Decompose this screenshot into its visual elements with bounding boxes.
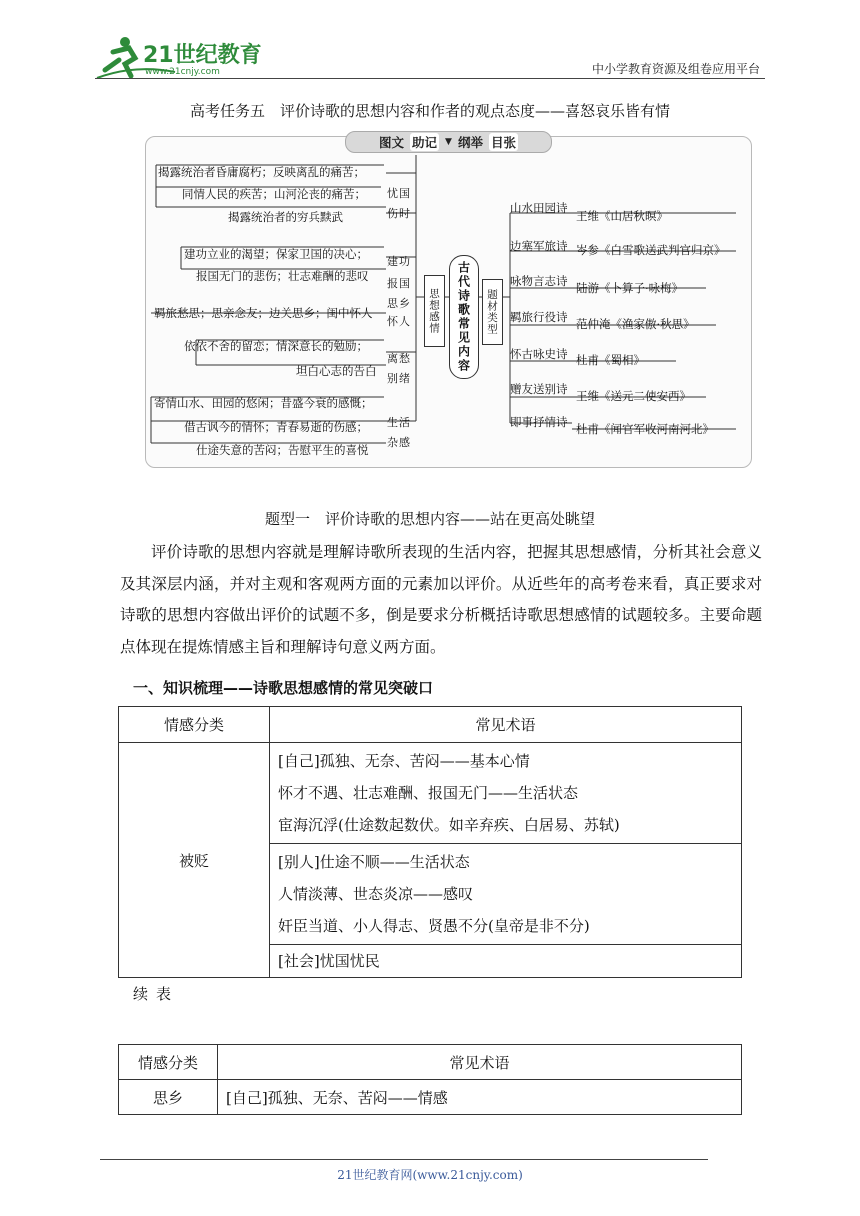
mindmap-left-item: 揭露统治者的穷兵黩武 [228, 210, 343, 224]
mindmap-right-branch: 题材类型 [482, 279, 503, 345]
table-category: 思乡 [119, 1080, 218, 1115]
table-header: 情感分类 [119, 1045, 218, 1080]
table-cell: [自己]孤独、无奈、苦闷——基本心情 怀才不遇、壮志难酬、报国无门——生活状态 宦海沉浮(仕途数起数伏。如辛弃疾、白居易、苏轼) [270, 743, 742, 844]
intro-paragraph: 评价诗歌的思想内容就是理解诗歌所表现的生活内容，把握其思想感情，分析其社会意义及其深层内涵，并对主观和客观两方面的元素加以评价。从近些年的高考卷来看，真正要求对诗歌的思想内容做出评价的试题不多，倒是要求分析概括诗歌思想感情的试题较多。主要命题点体现在提炼情感主旨和理解诗句意义两方面。 [120, 543, 762, 656]
mindmap-left-branch: 思想感情 [424, 275, 445, 347]
table-header: 常见术语 [270, 707, 742, 743]
header-platform-text: 中小学教育资源及组卷应用平台 [591, 62, 760, 76]
mindmap-right-type: 赠友送别诗 [510, 382, 568, 396]
mindmap-right-type: 即事抒情诗 [510, 415, 568, 429]
table-cell: [社会]忧国忧民 [270, 945, 742, 978]
mindmap-left-label: 离愁别绪 [387, 352, 411, 385]
mindmap-right-example: 范仲淹《渔家傲·秋思》 [576, 317, 695, 331]
mindmap-right-type: 羁旅行役诗 [510, 310, 568, 324]
site-logo [95, 34, 265, 80]
mindmap-right-type: 边塞军旅诗 [510, 239, 568, 253]
header-divider [95, 78, 765, 79]
mindmap-left-item: 坦白心志的告白 [296, 364, 377, 378]
mindmap-right-example: 陆游《卜算子·咏梅》 [576, 281, 684, 295]
mindmap-center: 古代诗歌常见内容 [449, 255, 479, 379]
continued-label: 续表 [133, 985, 180, 1003]
mindmap-left-item: 寄情山水、田园的悠闲；昔盛今衰的感慨； [154, 396, 373, 410]
section-title: 题型一 评价诗歌的思想内容——站在更高处眺望 [264, 510, 595, 528]
mindmap-left-item: 同情人民的疾苦；山河沦丧的痛苦； [182, 187, 366, 201]
mindmap-right-type: 山水田园诗 [510, 201, 568, 215]
mindmap-left-item: 借古讽今的情怀；青春易逝的伤感； [184, 420, 368, 434]
mindmap-left-item: 羁旅愁思；思亲念友；边关思乡；闺中怀人 [154, 306, 373, 320]
table-cell: [自己]孤独、无奈、苦闷——情感 [218, 1080, 742, 1115]
mindmap-left-label: 建功报国 [387, 255, 411, 290]
mindmap-right-example: 杜甫《蜀相》 [576, 353, 645, 367]
table-cell: [别人]仕途不顺——生活状态 人情淡薄、世态炎凉——感叹 奸臣当道、小人得志、贤愚不分(皇帝是非不分) [270, 844, 742, 945]
table-row [119, 1080, 742, 1115]
mindmap [145, 136, 752, 468]
mindmap-left-item: 仕途失意的苦闷；告慰平生的喜悦 [196, 443, 369, 457]
footer-text: 21世纪教育网(www.21cnjy.com) [337, 1168, 523, 1182]
mindmap-left-label: 生活杂感 [387, 416, 411, 449]
emotion-table-continued [118, 1044, 742, 1115]
mindmap-left-item: 依依不舍的留恋；情深意长的勉励； [184, 339, 368, 353]
mindmap-badge: 图文 助记 ▼ 纲举 目张 [345, 131, 552, 153]
mindmap-left-label: 思乡怀人 [387, 297, 411, 328]
mindmap-right-type: 咏物言志诗 [510, 274, 568, 288]
footer-divider [100, 1159, 708, 1160]
logo-url: www.21cnjy.com [145, 67, 220, 77]
mindmap-right-example: 岑参《白雪歌送武判官归京》 [576, 243, 726, 257]
task-title: 高考任务五 评价诗歌的思想内容和作者的观点态度——喜怒哀乐皆有情 [189, 102, 670, 120]
table-header: 常见术语 [218, 1045, 742, 1080]
mindmap-left-label: 忧国伤时 [387, 187, 411, 220]
logo-text: 21世纪教育 [143, 43, 262, 68]
table-category: 被贬 [119, 743, 270, 978]
mindmap-left-item: 揭露统治者昏庸腐朽；反映离乱的痛苦； [158, 165, 365, 179]
mindmap-right-example: 杜甫《闻官军收河南河北》 [576, 422, 714, 436]
mindmap-left-item: 建功立业的渴望；保家卫国的决心； [184, 247, 368, 261]
table-header: 情感分类 [119, 707, 270, 743]
emotion-table [118, 706, 742, 978]
mindmap-right-example: 王维《山居秋暝》 [576, 209, 668, 223]
knowledge-heading: 一、知识梳理——诗歌思想感情的常见突破口 [133, 679, 434, 697]
mindmap-right-example: 王维《送元二使安西》 [576, 389, 691, 403]
mindmap-right-type: 怀古咏史诗 [510, 347, 568, 361]
mindmap-left-item: 报国无门的悲伤；壮志难酬的悲叹 [196, 269, 369, 283]
